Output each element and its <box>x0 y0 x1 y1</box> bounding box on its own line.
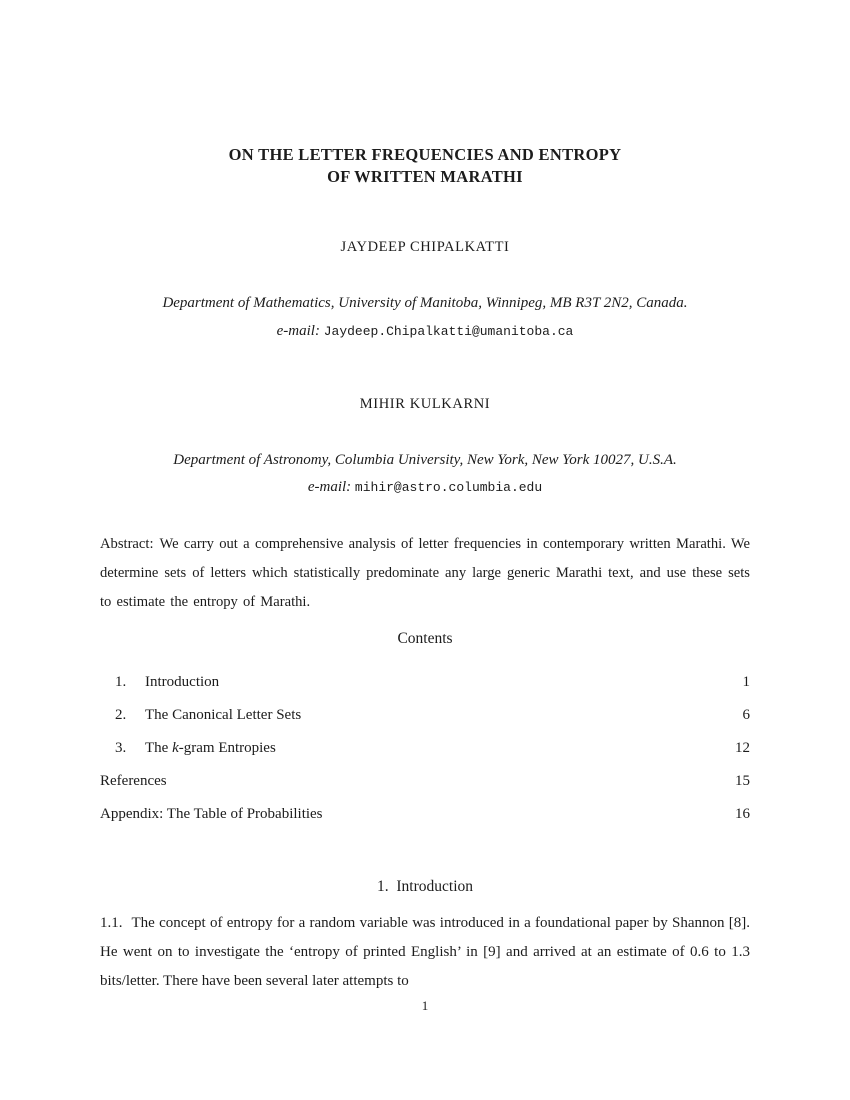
paragraph-text: The concept of entropy for a random variable was introduced in a foundational paper by Shannon [8]. He went on to investigate the ‘entropy of printed English’ in [9] and arrived at an estimate of 0.6 to 1.3 bits/letter. There have been several later attempts to <box>100 915 750 989</box>
section-heading: 1. Introduction <box>377 878 473 895</box>
author-email-line-2 <box>100 477 750 498</box>
table-of-contents <box>100 666 750 831</box>
toc-label-text: -gram Entropies <box>178 740 276 756</box>
toc-entry <box>100 666 750 699</box>
author-affiliation-1: Department of Mathematics, University of Manitoba, Winnipeg, MB R3T 2N2, Canada. <box>162 295 688 311</box>
toc-entry-page: 16 <box>735 806 750 822</box>
email-address-1: Jaydeep.Chipalkatti@umanitoba.ca <box>323 324 574 339</box>
toc-label-text: Introduction <box>145 674 220 690</box>
toc-entry <box>100 732 750 765</box>
author-affiliation-2: Department of Astronomy, Columbia University, New York, New York 10027, U.S.A. <box>173 452 677 468</box>
abstract-text: We carry out a comprehensive analysis of letter frequencies in contemporary written Marathi. We determine sets of letters which statistically predominate any large generic Marathi text, and use these sets to estimate the entropy of Marathi. <box>100 536 750 610</box>
author-name-1: JAYDEEP CHIPALKATTI <box>340 239 510 255</box>
toc-label-text: The <box>145 740 173 756</box>
toc-entry <box>100 699 750 732</box>
abstract-label: Abstract: <box>100 536 154 552</box>
toc-entry-number: 2. <box>115 707 127 723</box>
author-email-line-1 <box>100 321 750 342</box>
toc-entry <box>100 765 750 798</box>
toc-label-italic: k <box>172 740 179 756</box>
toc-entry-label <box>145 699 743 732</box>
paper-title-line1: ON THE LETTER FREQUENCIES AND ENTROPY <box>228 145 622 164</box>
toc-label-text: The Canonical Letter Sets <box>145 707 302 723</box>
email-label-2: e-mail: <box>307 479 352 495</box>
toc-label-text: Appendix: The Table of Probabilities <box>100 806 323 822</box>
toc-entry-number: 3. <box>115 740 127 756</box>
toc-entry-label <box>145 732 735 765</box>
toc-entry-page: 1 <box>742 674 750 690</box>
email-label-1: e-mail: <box>276 323 320 339</box>
paper-title <box>100 144 750 187</box>
toc-entry-page: 6 <box>742 707 750 723</box>
toc-entry-label <box>100 798 735 831</box>
toc-entry <box>100 798 750 831</box>
contents-heading: Contents <box>397 630 453 647</box>
author-name-2: MIHIR KULKARNI <box>359 396 491 412</box>
toc-label-text: References <box>100 773 167 789</box>
toc-entry-page: 12 <box>735 740 750 756</box>
paragraph-number: 1.1. <box>100 915 123 931</box>
paragraph <box>100 909 750 996</box>
toc-entry-page: 15 <box>735 773 750 789</box>
toc-entry-number: 1. <box>115 674 127 690</box>
paper-title-line2: OF WRITTEN MARATHI <box>327 166 523 186</box>
abstract <box>100 530 750 617</box>
page-number: 1 <box>421 998 429 1013</box>
toc-entry-label <box>145 666 743 699</box>
toc-entry-label <box>100 765 735 798</box>
email-address-2: mihir@astro.columbia.edu <box>354 480 543 495</box>
page-content <box>0 144 850 1015</box>
